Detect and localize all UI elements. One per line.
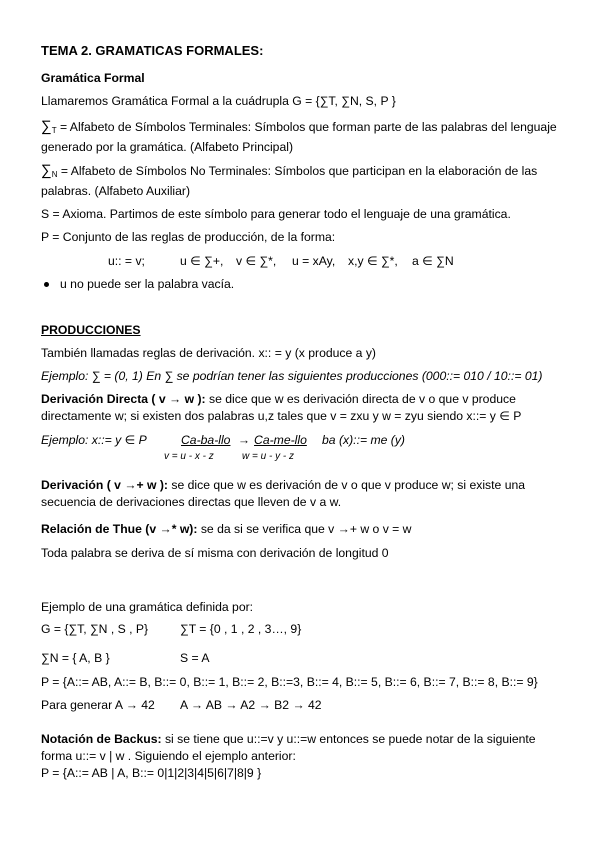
form-item: u ∈ ∑+, — [180, 254, 224, 268]
form-item: u = xAy, — [292, 254, 336, 268]
axioma-definition: S = Axioma. Partimos de este símbolo para generar todo el lenguaje de una gramática. — [41, 207, 511, 221]
backus-label: Notación de Backus: — [41, 732, 162, 746]
sigma-t-definition — [41, 118, 569, 156]
caballo-example — [41, 432, 405, 449]
generate-label: Para generar A → 42 — [41, 698, 155, 712]
example-word-caballo: Ca-ba-llo — [181, 433, 231, 447]
generate-chain: A → AB → A2 → B2 → 42 — [180, 698, 322, 712]
p-definition: P = Conjunto de las reglas de producción, de la forma: — [41, 230, 336, 244]
derivacion-directa-label: Derivación Directa ( v → w ): — [41, 392, 206, 406]
derivacion-text: se dice que w es derivación de v o que v produce w; si existe una secuencia de derivaciones directas que lleven de v a w. — [41, 478, 526, 509]
producciones-example: Ejemplo: ∑ = (0, 1) En ∑ se podrían tener las siguientes producciones (000::= 010 / 10::= 01) — [41, 369, 543, 383]
example-sigma-n: ∑N = { A, B } — [41, 651, 110, 665]
bullet-note: u no puede ser la palabra vacía. — [60, 277, 235, 291]
derivacion — [41, 477, 569, 511]
example-prefix: Ejemplo: x::= y ∈ P — [41, 433, 147, 447]
backus-text: si se tiene que u::=v y u::=w entonces se puede notar de la siguiente forma u::= v | w . Siguiendo el ejemplo anterior: — [41, 732, 536, 763]
caballo-under-v: v = u - x - z — [164, 451, 214, 462]
derivacion-label: Derivación ( v →+ w ): — [41, 478, 168, 492]
example-g: G = {∑T, ∑N , S , P} — [41, 622, 149, 636]
sigma-subscript: T — [51, 126, 57, 135]
example-p: P = {A::= AB, A::= B, B::= 0, B::= 1, B::= 2, B::=3, B::= 4, B::= 5, B::= 6, B::= 7, B::= 8, B::= 9} — [41, 675, 538, 689]
bullet-dot — [44, 282, 49, 287]
form-item: u:: = v; — [108, 254, 145, 268]
definition-gramatica: Llamaremos Gramática Formal a la cuádrupla G = {∑T, ∑N, S, P } — [41, 94, 396, 108]
relacion-thue — [41, 521, 412, 538]
example-s: S = A — [180, 651, 210, 665]
example-sigma-t: ∑T = {0 , 1 , 2 , 3…, 9} — [180, 622, 302, 636]
backus-p: P = {A::= AB | A, B::= 0|1|2|3|4|5|6|7|8|9 } — [41, 766, 262, 780]
form-item: x,y ∈ ∑*, — [348, 254, 398, 268]
thue-label: Relación de Thue (v →* w): — [41, 522, 198, 536]
form-item: a ∈ ∑N — [412, 254, 454, 268]
production-forms — [108, 253, 454, 270]
sigma-symbol: ∑ — [41, 162, 52, 179]
sigma-n-text: = Alfabeto de Símbolos No Terminales: Símbolos que participan en la elaboración de las palabras. (Alfabeto Auxiliar) — [41, 164, 538, 198]
sigma-t-text: = Alfabeto de Símbolos Terminales: Símbolos que forman parte de las palabras del lenguaje generado por la gramática. (Alfabeto Principal) — [41, 120, 557, 154]
example-suffix: ba (x)::= me (y) — [322, 433, 405, 447]
form-item: v ∈ ∑*, — [236, 254, 277, 268]
sigma-n-definition — [41, 162, 569, 200]
thue-text: se da si se verifica que v →+ w o v = w — [197, 522, 412, 536]
section-heading-gramatica: Gramática Formal — [41, 71, 145, 85]
page-title: TEMA 2. GRAMATICAS FORMALES: — [41, 43, 264, 58]
producciones-also: También llamadas reglas de derivación. x:: = y (x produce a y) — [41, 346, 376, 360]
self-derivation: Toda palabra se deriva de sí misma con derivación de longitud 0 — [41, 546, 389, 560]
notacion-backus — [41, 731, 569, 765]
derivacion-directa-text: se dice que w es derivación directa de v o que v produce directamente w; si existen dos palabras u,z tales que v = zxu y w = zyu siendo x::= y ∈ P — [41, 392, 522, 423]
derivacion-directa — [41, 391, 569, 425]
arrow-icon: → — [237, 433, 251, 447]
section-heading-producciones: PRODUCCIONES — [41, 323, 141, 337]
sigma-symbol: ∑ — [41, 118, 52, 135]
sigma-subscript: N — [51, 170, 58, 179]
example-word-camello: Ca-me-llo — [254, 433, 307, 447]
caballo-under-w: w = u - y - z — [242, 451, 294, 462]
example-intro: Ejemplo de una gramática definida por: — [41, 600, 254, 614]
